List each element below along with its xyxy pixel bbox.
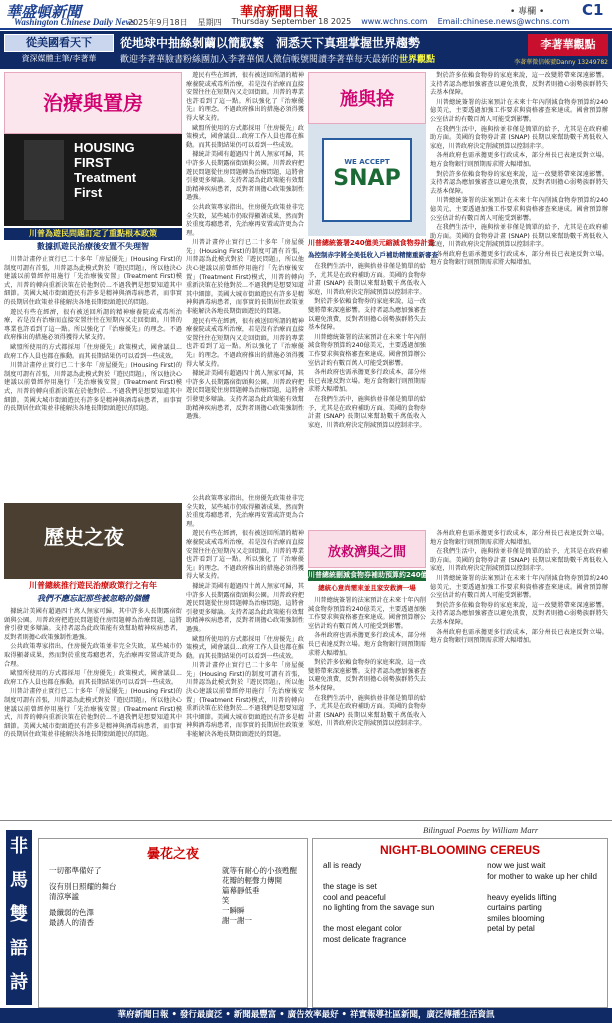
poem-stanza-right bbox=[487, 861, 597, 945]
weekday-cn: 星期四 bbox=[197, 18, 222, 27]
paragraph: 各州政府也需承擔更多行政成本，部分州長已表達反對立場。地方食物銀行則預期需求將大幅增加。 bbox=[308, 632, 426, 657]
poem-line: the most elegant color bbox=[323, 924, 402, 933]
side-label-char: 馬 bbox=[10, 870, 28, 891]
stamp-banner-right-2 bbox=[308, 530, 426, 568]
paragraph: 各州政府也需承擔更多行政成本，部分州長已表達反對立場。地方食物銀行則預期需求將大幅增加。 bbox=[430, 530, 608, 546]
paragraph: 在我們生活中，施與捨並非僅是簡單的給予，尤其是在政府補助方面。美國的食物券計畫 (SNAP) 長期以來幫助數千萬低收入家庭，川普政府決定削減預算以控制赤字。 bbox=[308, 263, 426, 296]
date-en: Thursday September 18 2025 bbox=[231, 17, 352, 26]
poem-line bbox=[323, 872, 434, 883]
poem-line: 清涼寧謐 bbox=[49, 892, 79, 901]
edition-label: • 專欄 • bbox=[510, 7, 545, 17]
paragraph: 據統計美國有超過四十萬人無家可歸，其中許多人長期露宿街頭與公園。川普政府把遊民問題從住房問題轉為治療問題，這將會引發更多辯論。支持者認為此政策能有效幫助精神疾病患者，反對者則擔心政策強制性過強。 bbox=[4, 608, 182, 641]
sign-accept: WE ACCEPT bbox=[344, 158, 390, 166]
poem-title: 曇花之夜 bbox=[146, 847, 199, 862]
poem-english bbox=[312, 838, 608, 1008]
paragraph: 在我們生活中，施與捨並非僅是簡單的給予，尤其是在政府補助方面。美國的食物券計畫 (SNAP) 長期以來幫助數千萬低收入家庭，川普政府決定削減預算以控制赤字。 bbox=[430, 224, 608, 249]
banner-subline bbox=[120, 52, 520, 65]
paragraph: 在我們生活中，施與捨並非僅是簡單的給予，尤其是在政府補助方面。美國的食物券計畫 (SNAP) 長期以來幫助數千萬低收入家庭，川普政府決定削減預算以控制赤字。 bbox=[430, 548, 608, 573]
article-text-column bbox=[430, 530, 608, 817]
column-badge: 從美國看天下 bbox=[4, 34, 114, 52]
poem-line: 篇幕靜低垂 bbox=[222, 886, 260, 895]
banner-headline: 從地球中抽絲剝繭以簡馭繁 洞悉天下真理掌握世界趨勢 bbox=[120, 36, 421, 50]
poem-line: cool and peaceful bbox=[323, 892, 386, 902]
paragraph: 對於許多依賴食物券的家庭來說，這一改變將帶來深遠影響。支持者認為應加強審查以避免浪費，反對者則擔心弱勢族群將失去基本保障。 bbox=[308, 298, 426, 332]
poem-line: 笑 bbox=[222, 896, 230, 905]
masthead bbox=[0, 0, 612, 30]
poem-line: now we just wait bbox=[487, 861, 546, 870]
poem-line: no lighting from the savage sun bbox=[323, 903, 435, 912]
side-label-char: 雙 bbox=[10, 904, 28, 925]
poem-line bbox=[487, 882, 597, 893]
article-headline: 川普為遊民問題訂定了重點根本政策 bbox=[4, 228, 182, 240]
poem-line: 謝一謝一 bbox=[222, 916, 252, 925]
paragraph: 各州政府也需承擔更多行政成本，部分州長已表達反對立場。地方食物銀行則預期需求將大幅增加。 bbox=[430, 250, 608, 267]
paragraph: 遊民有些在經濟，很有被送回所謂的精神療養院或戒毒所治療，若是沒有治療而直接安置往往在短期內又走回街頭。川普的專業也許看到了這一點。所以強化了『治療優先』的理念。不過政府推出的措施必須得獲得大眾支持。 bbox=[4, 308, 182, 342]
promo-badge: 李著華觀點 bbox=[528, 34, 608, 56]
poem-line bbox=[323, 914, 434, 925]
housing-first-poster bbox=[4, 134, 182, 226]
paragraph: 川普計畫停止實行已二十多年「房屋優先」(Housing First)的制度可謂有首張，川普認為此模式對於『遊民問題』，所以他決心建議以前曾經停用施行「先治療後安置」(Treatment First)模式，川普的轉向重新決策在於他對於...不過我們是想要知道其中細節。美國大城市街頭遊民有許多是精神與酒毒病患者，而事實的長期居住政策並非能解決各地長期街頭遊民的問題。 bbox=[186, 662, 304, 739]
side-label-char: 語 bbox=[10, 938, 28, 959]
poem-side-label bbox=[6, 830, 32, 1005]
paragraph: 據統計美國有超過四十萬人無家可歸，其中許多人長期露宿街頭與公園。川普政府把遊民問題從住房問題轉為治療問題，這將會引發更多辯論。支持者認為此政策能有效幫助精神疾病患者，反對者則擔心政策強制性過強。 bbox=[186, 582, 304, 633]
stamp-title: 治療與置房 bbox=[43, 91, 143, 115]
paragraph: 川普計畫停止實行已二十多年「房屋優先」(Housing First)的制度可謂有首張，川普認為此模式對於『遊民問題』，所以他決心建議以前曾經停用施行「先治療後安置」(Treatment First)模式，川普的轉向重新決策在於他對於...不過我們是想要知道其中細節。美國大城市街頭遊民有許多是精神與酒毒病患者，而事實的長期居住政策並非能解決各地長期街頭遊民的問題。 bbox=[4, 256, 182, 306]
paragraph: 對於許多依賴食物券的家庭來說，這一改變將帶來深遠影響。支持者認為應加強審查以避免浪費，反對者則擔心弱勢族群將失去基本保障。 bbox=[430, 72, 608, 97]
paragraph: 在我們生活中，施與捨並非僅是簡單的給予，尤其是在政府補助方面。美國的食物券計畫 (SNAP) 長期以來幫助數千萬低收入家庭，川普政府決定削減預算以控制赤字。 bbox=[308, 694, 426, 728]
logo-chinese: 華盛頓新聞 bbox=[6, 3, 82, 21]
paragraph: 對於許多依賴食物券的家庭來說，這一改變將帶來深遠影響。支持者認為應加強審查以避免浪費，反對者則擔心弱勢族群將失去基本保障。 bbox=[430, 601, 608, 626]
paragraph: 公共政策專家指出，住房優先政策並非完全失敗，某些城市仍取得顯著成果，然而對於重度毒癮患者，先治療再安置或許更為合理。 bbox=[186, 495, 304, 528]
poem-line: 一切都準備好了 bbox=[49, 866, 102, 875]
paragraph: 川普總統簽署的法案預計在未來十年內削減食物券預算約240億美元，主要透過加強工作要求與資格審查來達成。國會預算辦公室估計約有數百萬人可能受到影響。 bbox=[430, 197, 608, 222]
poem-line: smiles blooming bbox=[487, 913, 545, 923]
paragraph: 在我們生活中，施與捨並非僅是簡單的給予，尤其是在政府補助方面。美國的食物券計畫 (SNAP) 長期以來幫助數千萬低收入家庭，川普政府決定削減預算以控制赤字。 bbox=[308, 395, 426, 429]
paper-name: 華府新聞日報 bbox=[240, 5, 319, 20]
poem-line: heavy eyelids lifting bbox=[487, 892, 557, 902]
promo-wechat: 李著華微信帳號Danny 13249782 bbox=[514, 59, 608, 66]
paragraph: 對於許多依賴食物券的家庭來說，這一改變將帶來深遠影響。支持者認為應加強審查以避免浪費，反對者則擔心弱勢族群將失去基本保障。 bbox=[430, 170, 608, 195]
paragraph: 遊民有些在經濟，很有被送回所謂的精神療養院或戒毒所治療，若是沒有治療而直接安置往往在短期內又走回街頭。川普的專業也許看到了這一點。所以強化了『治療優先』的理念。不過政府推出的措施必須得獲得大眾支持。 bbox=[186, 317, 304, 368]
poem-stanza-right bbox=[222, 866, 297, 928]
article-headline: 川普總統推行遊民治療政策行之有年 bbox=[4, 580, 182, 591]
history-night-photo bbox=[4, 503, 182, 579]
article-text-column bbox=[430, 72, 608, 528]
poster-line: HOUSING bbox=[74, 140, 135, 155]
page-number: C1 bbox=[582, 1, 604, 19]
article-headline: 川普總統刪減食物券補助預算約240億美元 bbox=[308, 571, 442, 579]
paragraph: 各州政府也需承擔更多行政成本，部分州長已表達反對立場。地方食物銀行則預期需求將大幅增加。 bbox=[308, 369, 426, 394]
logo-english: Washington Chinese Daily News bbox=[14, 17, 136, 27]
poem-title: NIGHT-BLOOMING CEREUS bbox=[379, 843, 540, 857]
poem-line: 一瞬瞬 bbox=[222, 906, 245, 915]
article-text-column bbox=[4, 608, 182, 816]
stamp-banner-left bbox=[4, 72, 182, 134]
poster-line: Treatment bbox=[74, 170, 137, 185]
poem-line: for mother to wake up her child bbox=[487, 871, 597, 881]
stamp-title: 歷史之夜 bbox=[44, 525, 124, 549]
article-text-column bbox=[186, 495, 304, 816]
paragraph: 歐盟所使用的方式都採用「住房優先」政策模式，國會議員...政府工作人員也都在推動。而其長期結果仍可以看到一些成效。 bbox=[186, 635, 304, 660]
column-author: 資深媒體主筆/李著華 bbox=[21, 54, 97, 63]
poster-line: First bbox=[74, 185, 103, 200]
subline-highlight: 世界觀點 bbox=[399, 55, 436, 65]
paragraph: 歐盟所使用的方式都採用「住房優先」政策模式，國會議員...政府工作人員也都在推動。而其長期結果仍可以看到一些成效。 bbox=[4, 343, 182, 360]
paragraph: 川普計畫停止實行已二十多年「房屋優先」(Housing First)的制度可謂有首張，川普認為此模式對於『遊民問題』，所以他決心建議以前曾經停用施行「先治療後安置」(Treatment First)模式，川普的轉向重新決策在於他對於...不過我們是想要知道其中細節。美國大城市街頭遊民有許多是精神與酒毒病患者，而事實的長期居住政策並非能解決各地長期街頭遊民的問題。 bbox=[4, 362, 182, 413]
poem-line: 最誘人的清香 bbox=[49, 918, 94, 927]
paragraph: 川普計畫停止實行已二十多年「房屋優先」(Housing First)的制度可謂有首張，川普認為此模式對於『遊民問題』，所以他決心建議以前曾經停用施行「先治療後安置」(Treatment First)模式，川普的轉向重新決策在於他對於...不過我們是想要知道其中細節。美國大城市街頭遊民有許多是精神與酒毒病患者，而事實的長期居住政策並非能解決各地長期街頭遊民的問題。 bbox=[4, 688, 182, 739]
side-label-char: 詩 bbox=[10, 972, 28, 993]
paragraph: 川普總統簽署的法案預計在未來十年內削減食物券預算約240億美元，主要透過加強工作要求與資格審查來達成。國會預算辦公室估計約有數百萬人可能受到影響。 bbox=[308, 333, 426, 367]
article-subheadline: 數據抓遊民治療後安置不失理智 bbox=[37, 242, 149, 251]
article-headline: 川普總統簽署240億美元縮減食物券計畫 bbox=[308, 239, 435, 247]
paragraph: 川普總統簽署的法案預計在未來十年內削減食物券預算約240億美元，主要透過加強工作要求與資格審查來達成。國會預算辦公室估計約有數百萬人可能受到影響。 bbox=[430, 574, 608, 600]
poem-line: all is ready bbox=[323, 861, 362, 870]
paragraph: 各州政府也需承擔更多行政成本，部分州長已表達反對立場。地方食物銀行則預期需求將大幅增加。 bbox=[430, 628, 608, 645]
article-text-column bbox=[308, 597, 426, 817]
sign-snap: SNAP bbox=[333, 166, 401, 191]
stamp-banner-right bbox=[308, 72, 426, 124]
poem-chinese bbox=[38, 838, 308, 1008]
article-subheadline: 我們不應忘記那些被忽略的個體 bbox=[37, 594, 149, 603]
article-text-column bbox=[4, 256, 182, 500]
poem-stanza-left bbox=[323, 861, 434, 945]
paragraph: 各州政府也需承擔更多行政成本，部分州長已表達反對立場。地方食物銀行則預期需求將大幅增加。 bbox=[430, 152, 608, 168]
poem-line: most delicate fragrance bbox=[323, 934, 407, 944]
stamp-title: 施與捨 bbox=[340, 89, 394, 110]
poem-stanza-left bbox=[49, 866, 117, 928]
paragraph: 川普計畫停止實行已二十多年「房屋優先」(Housing First)的制度可謂有首張，川普認為此模式對於『遊民問題』，所以他決心建議以前曾經停用施行「先治療後安置」(Treatment First)模式，川普的轉向重新決策在於他對於...不過我們是想要知道其中細節。美國大城市街頭遊民有許多是精神與酒毒病患者，而事實的長期居住政策並非能解決各地長期街頭遊民的問題。 bbox=[186, 239, 304, 316]
poem-line: curtains parting bbox=[487, 903, 542, 912]
date-cn: 2025年9月18日 bbox=[128, 18, 188, 27]
paragraph: 歐盟所使用的方式都採用「住房優先」政策模式，國會議員...政府工作人員也都在推動。而其長期結果仍可以看到一些成效。 bbox=[4, 670, 182, 686]
person-silhouette bbox=[24, 140, 64, 220]
poem-line: 就等有耐心的小孩甦醒 bbox=[222, 866, 297, 875]
poem-line: the stage is set bbox=[323, 882, 377, 891]
divider bbox=[0, 820, 612, 821]
paragraph: 遊民有些在經濟，很有被送回所謂的精神療養院或戒毒所治療，若是沒有治療而直接安置往往在短期內又走回街頭。川普的專業也許看到了這一點。所以強化了『治療優先』的理念。不過政府推出的措施必須得獲得大眾支持。 bbox=[186, 72, 304, 122]
paragraph: 公共政策專家指出，住房優先政策並非完全失敗，某些城市仍取得顯著成果，然而對於重度毒癮患者，先治療再安置或許更為合理。 bbox=[186, 203, 304, 237]
footer-banner: 華府新聞日報 • 發行最廣泛 • 新聞最豐富 • 廣告效率最好 • 祥實報導社區新聞，廣泛傳播生活資訊 bbox=[0, 1008, 612, 1023]
snap-sign-photo bbox=[308, 124, 426, 236]
article-text-column bbox=[308, 263, 426, 528]
bilingual-label: Bilingual Poems by William Marr bbox=[423, 825, 539, 835]
poem-line: petal by petal bbox=[487, 924, 535, 933]
article-text-column bbox=[186, 72, 304, 492]
email-link[interactable]: Email:chinese.news@wchns.com bbox=[437, 17, 570, 26]
paragraph: 據統計美國有超過四十萬人無家可歸，其中許多人長期露宿街頭與公園。川普政府把遊民問題從住房問題轉為治療問題，這將會引發更多辯論。支持者認為此政策能有效幫助精神疾病患者，反對者則擔心政策強制性過強。 bbox=[186, 151, 304, 202]
paragraph: 據統計美國有超過四十萬人無家可歸，其中許多人長期露宿街頭與公園。川普政府把遊民問題從住房問題轉為治療問題，這將會引發更多辯論。支持者認為此政策能有效幫助精神疾病患者，反對者則擔心政策強制性過強。 bbox=[186, 370, 304, 421]
paragraph: 川普總統簽署的法案預計在未來十年內削減食物券預算約240億美元，主要透過加強工作要求與資格審查來達成。國會預算辦公室估計約有數百萬人可能受到影響。 bbox=[308, 597, 426, 630]
poem-line: 花瓣的輕聲力傳開 bbox=[222, 876, 282, 885]
headline-band bbox=[0, 31, 612, 69]
poem-line: 沒有別日照耀的舞台 bbox=[49, 882, 117, 891]
paragraph: 在我們生活中，施與捨並非僅是簡單的給予，尤其是在政府補助方面。美國的食物券計畫 (SNAP) 長期以來幫助數千萬低收入家庭，川普政府決定削減預算以控制赤字。 bbox=[430, 125, 608, 150]
paragraph: 對於許多依賴食物券的家庭來說，這一改變將帶來深遠影響。支持者認為應加強審查以避免浪費，反對者則擔心弱勢族群將失去基本保障。 bbox=[308, 659, 426, 692]
poem-line: 最纖弱的色澤 bbox=[49, 908, 94, 917]
date-bar bbox=[128, 17, 612, 29]
side-label-char: 非 bbox=[10, 836, 28, 857]
paragraph: 歐盟所使用的方式都採用「住房優先」政策模式，國會議員...政府工作人員也都在推動。而其長期結果仍可以看到一些成效。 bbox=[186, 124, 304, 149]
website-link[interactable]: www.wchns.com bbox=[361, 17, 428, 26]
paragraph: 川普總統簽署的法案預計在未來十年內削減食物券預算約240億美元，主要透過加強工作要求與資格審查來達成。國會預算辦公室估計約有數百萬人可能受到影響。 bbox=[430, 98, 608, 123]
paragraph: 公共政策專家指出，住房優先政策並非完全失敗，某些城市仍取得顯著成果，然而對於重度毒癮患者，先治療再安置或許更為合理。 bbox=[4, 643, 182, 668]
paragraph: 遊民有些在經濟，很有被送回所謂的精神療養院或戒毒所治療，若是沒有治療而直接安置往往在短期內又走回街頭。川普的專業也許看到了這一點。所以強化了『治療優先』的理念。不過政府推出的措施必須得獲得大眾支持。 bbox=[186, 530, 304, 581]
poster-line: FIRST bbox=[74, 155, 112, 170]
subline-text: 歡迎李著華臉書粉絲團加入李著華個人微信帳號閱讀李著華每天最新的 bbox=[120, 55, 400, 65]
stamp-title: 放救濟與之間 bbox=[327, 545, 406, 560]
article-subheadline: 總統心意尚需來並且家安救濟一場 bbox=[318, 584, 416, 592]
article-subheadline: 為控制赤字將全美低收入戶補助精簡重新審查 bbox=[308, 251, 438, 259]
